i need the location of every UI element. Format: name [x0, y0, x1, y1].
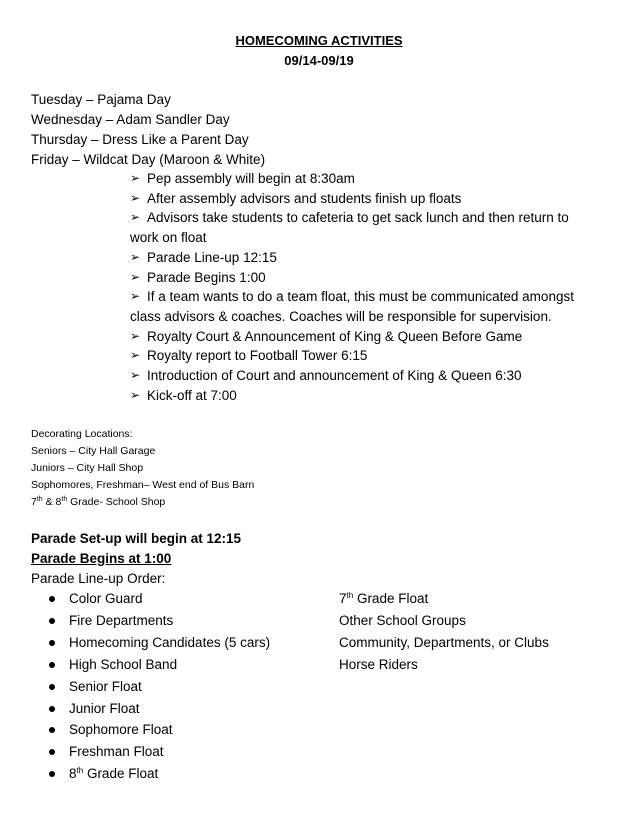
arrowhead-bullet-icon: ➢ — [130, 289, 141, 304]
schedule-item — [130, 366, 600, 386]
schedule-item-text: Pep assembly will begin at 8:30am — [147, 171, 355, 186]
schedule-item — [130, 248, 600, 268]
spirit-days-list — [31, 90, 265, 170]
schedule-item-text: If a team wants to do a team float, this must be communicated amongst — [147, 289, 574, 305]
parade-begins-heading: Parade Begins at 1:00 — [31, 551, 172, 566]
schedule-item-text: Parade Begins 1:00 — [147, 269, 266, 285]
list-item: Sophomore Float — [49, 719, 270, 741]
spirit-day-thursday: Thursday – Dress Like a Parent Day — [31, 132, 249, 147]
schedule-item-text: After assembly advisors and students finish up floats — [147, 190, 462, 206]
list-item: Other School Groups — [339, 612, 466, 628]
schedule-item — [130, 346, 600, 366]
list-item: Homecoming Candidates (5 cars) — [49, 632, 270, 654]
document-dates: 09/14-09/19 — [284, 53, 354, 68]
list-item: Senior Float — [49, 676, 270, 698]
round-bullet-icon — [49, 596, 55, 602]
round-bullet-icon — [49, 706, 55, 712]
arrowhead-bullet-icon: ➢ — [130, 210, 141, 225]
round-bullet-icon — [49, 684, 55, 690]
schedule-item-text: Advisors take students to cafeteria to get sack lunch and then return to — [147, 210, 569, 226]
schedule-item-text: Introduction of Court and announcement of King & Queen 6:30 — [147, 368, 522, 384]
arrowhead-bullet-icon: ➢ — [130, 190, 141, 205]
schedule-item — [130, 208, 600, 228]
list-item: 8th Grade Float — [49, 763, 270, 785]
parade-order-heading: Parade Line-up Order: — [31, 571, 166, 586]
round-bullet-icon — [49, 640, 55, 646]
list-item: Freshman Float — [49, 741, 270, 763]
list-item: High School Band — [49, 654, 270, 676]
spirit-day-wednesday: Wednesday – Adam Sandler Day — [31, 112, 230, 127]
decorating-seniors: Seniors – City Hall Garage — [31, 445, 156, 457]
arrowhead-bullet-icon: ➢ — [130, 387, 141, 402]
decorating-locations — [31, 426, 254, 511]
round-bullet-icon — [49, 662, 55, 668]
decorating-heading: Decorating Locations: — [31, 428, 133, 440]
schedule-item — [130, 189, 600, 209]
lineup-left-column — [49, 588, 270, 785]
round-bullet-icon — [49, 727, 55, 733]
list-item: Community, Departments, or Clubs — [339, 634, 549, 650]
friday-schedule-list — [130, 169, 600, 405]
arrowhead-bullet-icon: ➢ — [130, 348, 141, 363]
schedule-item-text: Royalty report to Football Tower 6:15 — [147, 348, 368, 364]
spirit-day-friday: Friday – Wildcat Day (Maroon & White) — [31, 152, 266, 167]
lineup-right-column — [339, 588, 549, 676]
decorating-juniors: Juniors – City Hall Shop — [31, 462, 144, 474]
arrowhead-bullet-icon: ➢ — [130, 269, 141, 284]
schedule-item-text: Parade Line-up 12:15 — [147, 249, 277, 265]
schedule-item-continuation: class advisors & coaches. Coaches will be responsible for supervision. — [130, 308, 552, 324]
parade-setup-heading: Parade Set-up will begin at 12:15 — [31, 531, 242, 546]
list-item: Fire Departments — [49, 610, 270, 632]
arrowhead-bullet-icon: ➢ — [130, 328, 141, 343]
parade-section — [31, 529, 241, 589]
spirit-day-tuesday: Tuesday – Pajama Day — [31, 92, 171, 107]
round-bullet-icon — [49, 771, 55, 777]
schedule-item — [130, 327, 600, 347]
schedule-item — [130, 386, 600, 406]
list-item: Color Guard — [49, 588, 270, 610]
schedule-item-text: Royalty Court & Announcement of King & Queen Before Game — [147, 328, 523, 344]
round-bullet-icon — [49, 618, 55, 624]
document-title: HOMECOMING ACTIVITIES — [235, 33, 403, 48]
schedule-item-text: Kick-off at 7:00 — [147, 387, 237, 403]
decorating-soph-fresh: Sophomores, Freshman– West end of Bus Barn — [31, 479, 255, 491]
decorating-junior-high: 7th & 8th Grade- School Shop — [31, 496, 166, 508]
schedule-item — [130, 169, 600, 189]
list-item: 7th Grade Float — [339, 591, 429, 606]
arrowhead-bullet-icon: ➢ — [130, 171, 141, 185]
arrowhead-bullet-icon: ➢ — [130, 368, 141, 383]
schedule-item — [130, 287, 600, 307]
arrowhead-bullet-icon: ➢ — [130, 249, 141, 264]
round-bullet-icon — [49, 749, 55, 755]
list-item: Junior Float — [49, 698, 270, 720]
list-item: Horse Riders — [339, 656, 418, 672]
schedule-item — [130, 268, 600, 288]
schedule-item-continuation: work on float — [130, 230, 207, 246]
